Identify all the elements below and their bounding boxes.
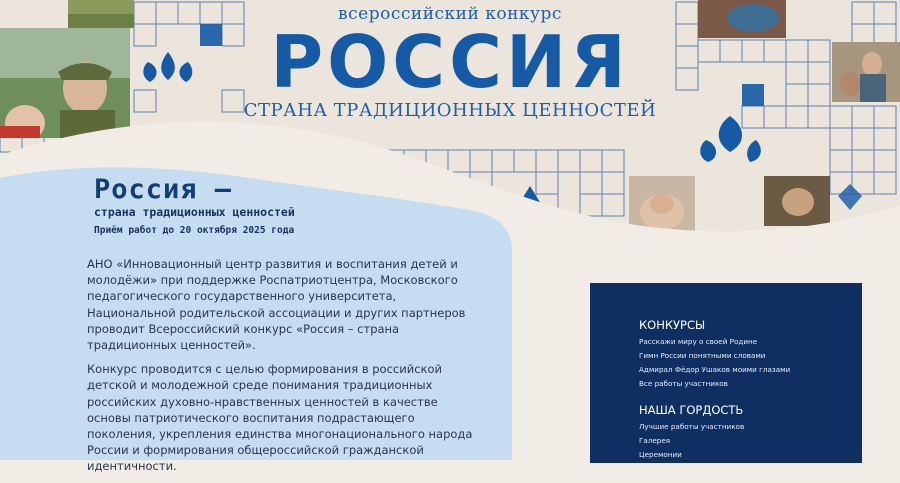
sidebar-link-anthem[interactable]: Гимн России понятными словами [639,351,766,360]
deadline-notice: Приём работ до 20 октября 2025 года [94,225,295,236]
sidebar-menu [590,283,862,463]
sidebar-link-gallery[interactable]: Галерея [639,436,671,445]
contests-section-title: КОНКУРСЫ [639,318,706,332]
sidebar-link-all-works[interactable]: Все работы участников [639,379,728,388]
sidebar-link-admiral-ushakov[interactable]: Адмирал Фёдор Ушаков моими глазами [639,365,791,374]
banner-subtitle: всероссийский конкурс [338,4,562,24]
sidebar-link-tell-world[interactable]: Расскажи миру о своей Родине [639,337,758,346]
banner-tagline: СТРАНА ТРАДИЦИОННЫХ ЦЕННОСТЕЙ [243,100,657,121]
pride-section-title: НАША ГОРДОСТЬ [639,403,744,417]
intro-paragraph-1: АНО «Инновационный центр развития и воспитания детей и молодёжи» при поддержке Роспатриотцентра, Московского педагогического государственного университета, Национальной родительской ассоциации и других партнеров проводит Всероссийский конкурс «Россия – страна традиционных ценностей». [87,257,466,353]
sidebar-link-ceremonies[interactable]: Церемонии [639,450,682,459]
banner-title: РОССИЯ [270,20,630,104]
page-subtitle: страна традиционных ценностей [94,205,295,219]
sidebar-link-best-works[interactable]: Лучшие работы участников [639,422,745,431]
intro-paragraph-2: Конкурс проводится с целью формирования в российской детской и молодежной среде понимания традиционных российских духовно-нравственных ценностей в качестве основы патриотического воспитания подрастающего поколения, укрепления единства многонационального народа России и формирования общероссийской гражданской идентичности. [87,362,473,474]
intro-text [87,256,482,483]
page-title: Россия – [94,174,233,205]
